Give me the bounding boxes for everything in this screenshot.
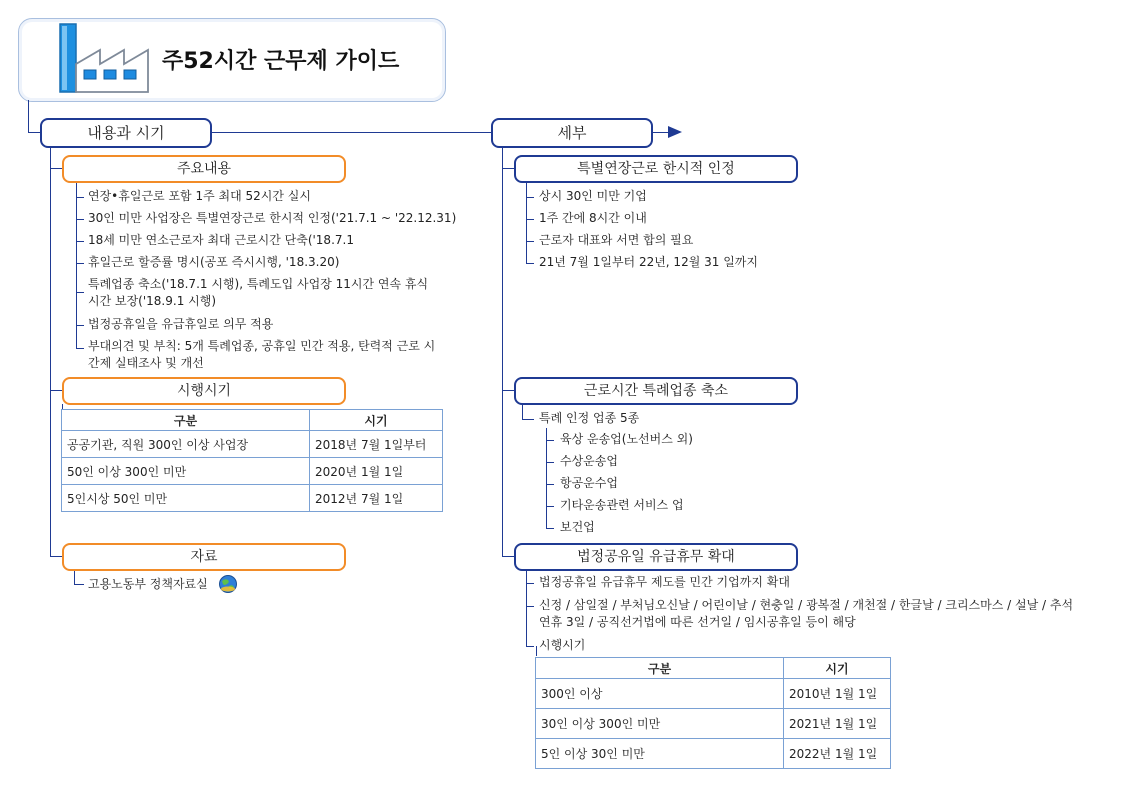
table-cell: 2021년 1월 1일	[784, 709, 891, 739]
node-label: 세부	[557, 124, 587, 142]
arrow-right-icon	[668, 126, 684, 138]
list-item: 법정공휴일을 유급휴일로 의무 적용	[88, 317, 274, 331]
list-item: 시행시기	[539, 638, 586, 652]
list-item: 법정공휴일 유급휴무 제도를 민간 기업까지 확대	[539, 575, 790, 589]
node-special-industry[interactable]	[514, 377, 798, 405]
list-item: 30인 미만 사업장은 특별연장근로 한시적 인정('21.7.1 ~ '22.12.31)	[88, 211, 457, 225]
node-label: 내용과 시기	[87, 124, 165, 142]
table-header: 시기	[310, 410, 443, 431]
list-item: 항공운수업	[560, 476, 618, 490]
list-item: 육상 운송업(노선버스 외)	[560, 432, 693, 446]
node-holiday[interactable]	[514, 543, 798, 571]
globe-icon[interactable]	[218, 574, 238, 594]
table-cell: 2010년 1월 1일	[784, 679, 891, 709]
table-row	[62, 485, 443, 512]
table-row	[536, 679, 891, 709]
table-cell: 300인 이상	[536, 679, 784, 709]
factory-icon	[58, 22, 154, 96]
table-row	[536, 709, 891, 739]
table-cell: 30인 이상 300인 미만	[536, 709, 784, 739]
table-cell: 5인시상 50인 미만	[62, 485, 310, 512]
table-header: 시기	[784, 658, 891, 679]
list-item: 21년 7월 1일부터 22년, 12월 31 일까지	[539, 255, 758, 269]
table-cell: 2020년 1월 1일	[310, 458, 443, 485]
table-cell: 5인 이상 30인 미만	[536, 739, 784, 769]
list-item: 근로자 대표와 서면 합의 필요	[539, 233, 694, 247]
list-item: 보건업	[560, 520, 595, 534]
table-row	[536, 739, 891, 769]
table-cell: 2012년 7월 1일	[310, 485, 443, 512]
table-header: 구분	[62, 410, 310, 431]
list-item: 신정 / 삼일절 / 부처님오신날 / 어린이날 / 현충일 / 광복절 / 개천절 / 한글날 / 크리스마스 / 설날 / 추석 연휴 3일 / 공직선거법에 따른 선거일 / 임시공휴일 등이 해당	[539, 598, 1074, 629]
page-title: 주52시간 근무제 가이드	[162, 49, 400, 74]
node-main-content[interactable]	[62, 155, 346, 183]
resource-link[interactable]: 고용노동부 정책자료실	[88, 577, 208, 591]
table-header: 구분	[536, 658, 784, 679]
table-cell: 공공기관, 직원 300인 이상 사업장	[62, 431, 310, 458]
table-row	[62, 458, 443, 485]
node-label: 근로시간 특례업종 축소	[583, 383, 729, 399]
node-special-overtime[interactable]	[514, 155, 798, 183]
node-label: 특별연장근로 한시적 인정	[577, 161, 735, 177]
node-label: 시행시기	[176, 383, 232, 399]
list-item: 1주 간에 8시간 이내	[539, 211, 647, 225]
list-item: 휴일근로 할증률 명시(공포 즉시시행, '18.3.20)	[88, 255, 340, 269]
table-cell: 2022년 1월 1일	[784, 739, 891, 769]
node-details[interactable]	[491, 118, 653, 148]
node-label: 법정공유일 유급휴무 확대	[577, 549, 735, 565]
list-item: 연장•휴일근로 포함 1주 최대 52시간 실시	[88, 189, 311, 203]
list-item: 부대의견 및 부칙: 5개 특례업종, 공휴일 민간 적용, 탄력적 근로 시간제 실태조사 및 개선	[88, 339, 436, 370]
table-row	[62, 431, 443, 458]
list-item: 수상운송업	[560, 454, 618, 468]
node-schedule[interactable]	[62, 377, 346, 405]
node-contents-and-schedule[interactable]	[40, 118, 212, 148]
node-label: 주요내용	[176, 161, 232, 177]
holiday-schedule-table	[535, 657, 891, 769]
schedule-table	[61, 409, 443, 512]
table-cell: 2018년 7월 1일부터	[310, 431, 443, 458]
list-item: 특례업종 축소('18.7.1 시행), 특례도입 사업장 11시간 연속 휴식 시간 보장('18.9.1 시행)	[88, 277, 429, 308]
list-item: 18세 미만 연소근로자 최대 근로시간 단축('18.7.1	[88, 233, 354, 247]
list-item: 상시 30인 미만 기업	[539, 189, 647, 203]
list-item: 기타운송관련 서비스 업	[560, 498, 684, 512]
node-resources[interactable]	[62, 543, 346, 571]
list-item: 특례 인정 업종 5종	[539, 411, 640, 425]
node-label: 자료	[190, 549, 218, 565]
table-cell: 50인 이상 300인 미만	[62, 458, 310, 485]
